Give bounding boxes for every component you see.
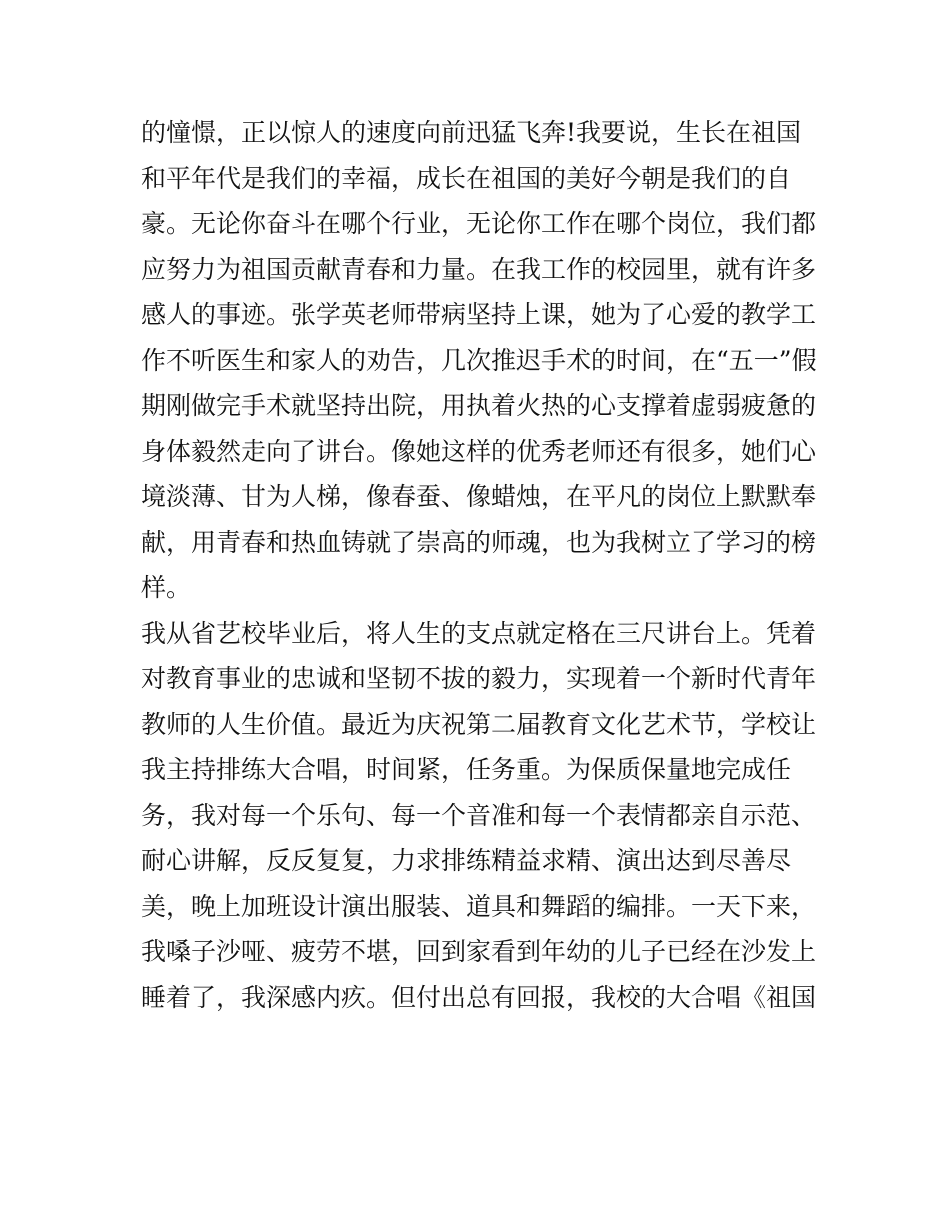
text-line: 境淡薄、甘为人梯，像春蚕、像蜡烛，在平凡的岗位上默默奉 [141, 482, 817, 511]
text-line: 和平年代是我们的幸福，成长在祖国的美好今朝是我们的自 [141, 163, 792, 193]
text-line: 耐心讲解，反反复复，力求排练精益求精、演出达到尽善尽 [141, 846, 792, 875]
text-line: 的憧憬，正以惊人的速度向前迅猛飞奔!我要说，生长在祖国 [141, 118, 802, 147]
text-line: 务，我对每一个乐句、每一个音准和每一个表情都亲自示范、 [141, 800, 817, 830]
body-text [141, 110, 821, 1020]
text-line: 期刚做完手术就坚持出院，用执着火热的心支撑着虚弱疲惫的 [141, 391, 817, 420]
text-line: 睡着了，我深感内疚。但付出总有回报，我校的大合唱《祖国 [141, 982, 817, 1012]
text-line: 样。 [141, 573, 192, 602]
text-line: 我从省艺校毕业后，将人生的支点就定格在三尺讲台上。凭着 [141, 618, 817, 648]
text-line: 教师的人生价值。最近为庆祝第二届教育文化艺术节，学校让 [141, 709, 817, 739]
text-line: 我嗓子沙哑、疲劳不堪，回到家看到年幼的儿子已经在沙发上 [141, 937, 817, 966]
text-line: 身体毅然走向了讲台。像她这样的优秀老师还有很多，她们心 [141, 436, 817, 466]
text-line: 豪。无论你奋斗在哪个行业，无论你工作在哪个岗位，我们都 [141, 209, 817, 238]
text-line: 应努力为祖国贡献青春和力量。在我工作的校园里，就有许多 [141, 254, 817, 284]
text-line: 美，晚上加班设计演出服装、道具和舞蹈的编排。一天下来， [141, 891, 817, 921]
text-line: 感人的事迹。张学英老师带病坚持上课，她为了心爱的教学工 [141, 300, 817, 329]
text-line: 作不听医生和家人的劝告，几次推迟手术的时间，在“五一”假 [141, 345, 817, 375]
text-line: 对教育事业的忠诚和坚韧不拔的毅力，实现着一个新时代青年 [141, 664, 817, 693]
text-line: 我主持排练大合唱，时间紧，任务重。为保质保量地完成任 [141, 755, 792, 784]
text-line: 献，用青春和热血铸就了崇高的师魂，也为我树立了学习的榜 [141, 527, 817, 557]
